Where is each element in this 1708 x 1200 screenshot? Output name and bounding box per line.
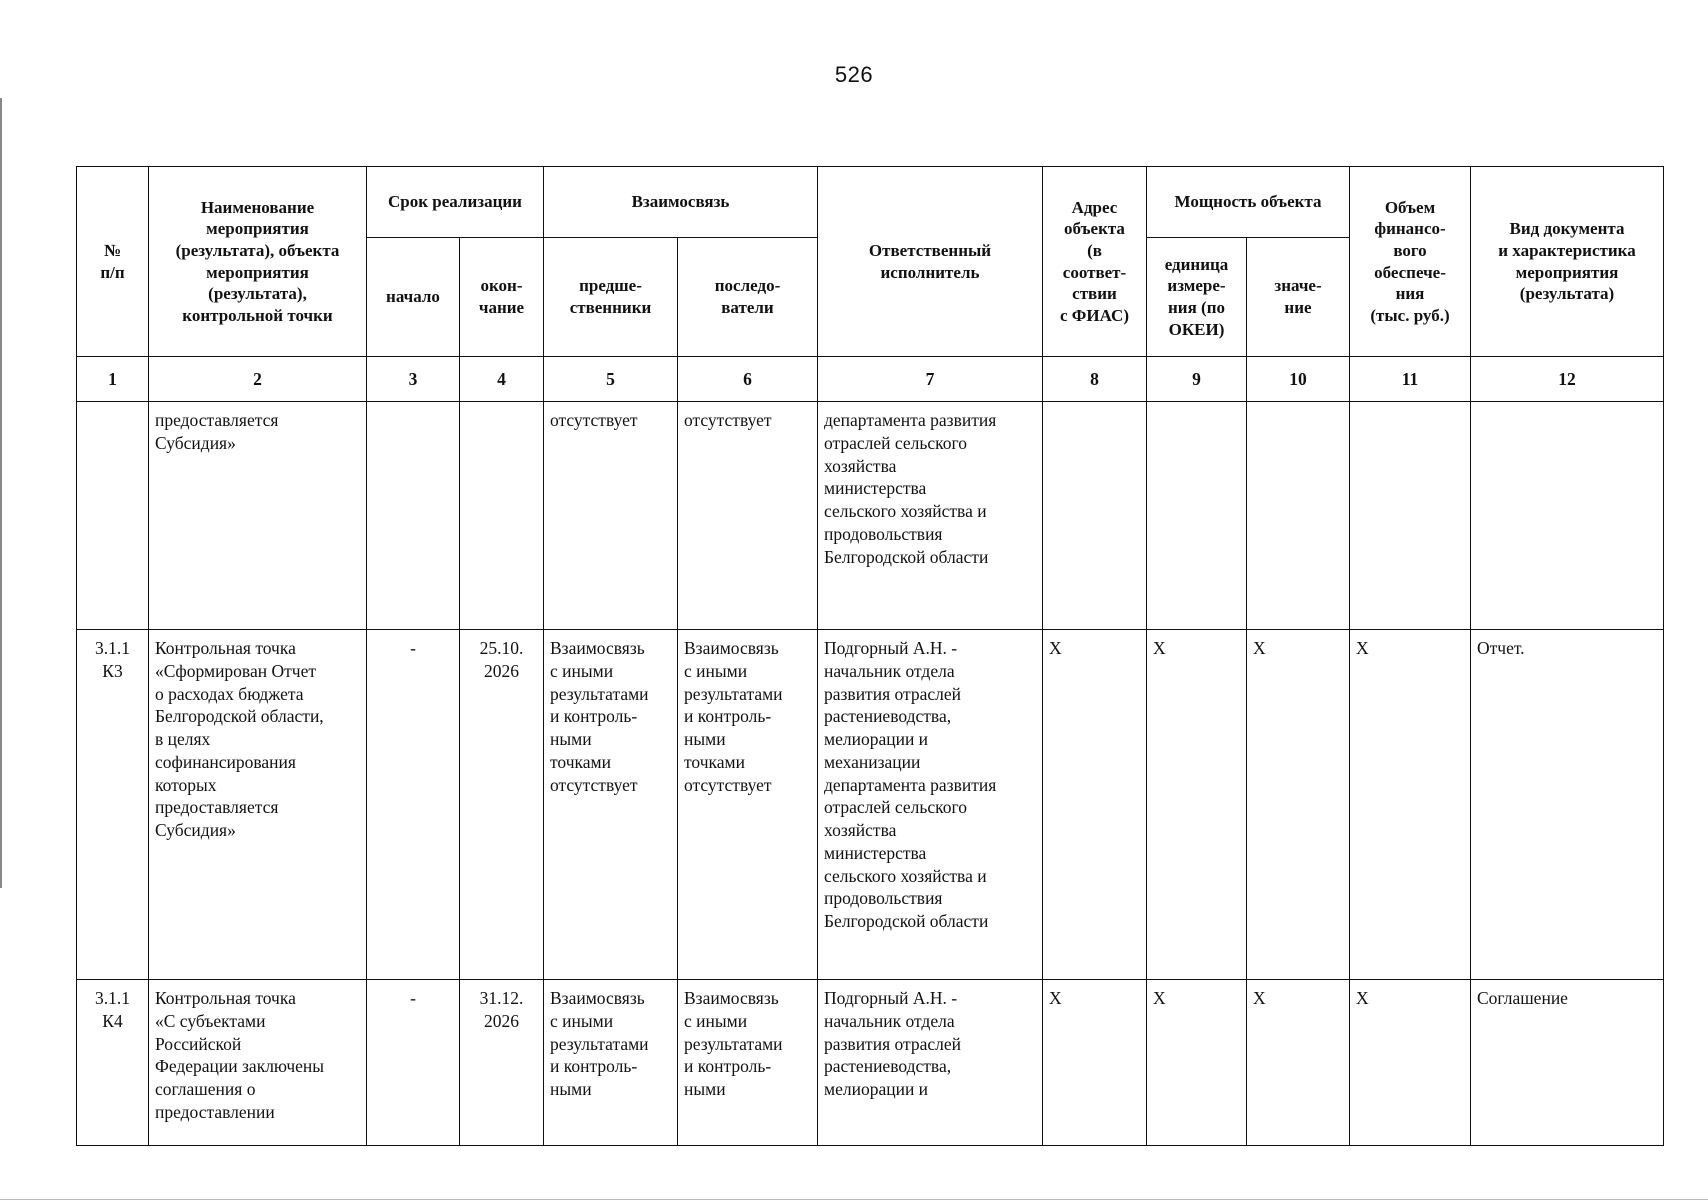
row-end: 25.10. 2026 <box>460 630 544 980</box>
scan-edge-line <box>0 98 2 888</box>
table-row <box>77 402 1664 630</box>
row-name-cell <box>149 980 367 1146</box>
row-start-cell <box>367 980 460 1146</box>
row-unit-cell <box>1147 980 1247 1146</box>
header-address: Адрес объекта (в соответ- ствии с ФИАС) <box>1043 167 1147 357</box>
row-unit <box>1147 402 1247 630</box>
header-period: Срок реализации <box>367 167 544 238</box>
row-responsible: Подгорный А.Н. - начальник отдела развития отраслей растениеводства, мелиорации и механизации департамента развития отраслей сельского хозяйства министерства сельского хозяйства и продовольствия Белгородской области <box>818 630 1043 980</box>
table-row <box>77 980 1664 1146</box>
row-no-cell <box>77 980 149 1146</box>
row-successors: Взаимосвязь с иными результатами и контроль- ными точками отсутствует <box>678 630 818 980</box>
header-doc-type: Вид документа и характеристика мероприятия (результата) <box>1471 167 1664 357</box>
row-unit: X <box>1147 630 1247 980</box>
column-number: 2 <box>149 357 367 402</box>
header-relation: Взаимосвязь <box>544 167 818 238</box>
row-predecessors: отсутствует <box>544 402 678 630</box>
row-unit: X <box>1153 988 1166 1008</box>
row-doc-type: Отчет. <box>1471 630 1664 980</box>
row-value: X <box>1247 630 1350 980</box>
column-number: 4 <box>460 357 544 402</box>
column-number: 8 <box>1043 357 1147 402</box>
column-number: 3 <box>367 357 460 402</box>
row-funding: X <box>1356 988 1369 1008</box>
row-funding <box>1350 402 1471 630</box>
column-number: 10 <box>1247 357 1350 402</box>
header-no: № п/п <box>77 167 149 357</box>
header-unit: единица измере- ния (по ОКЕИ) <box>1147 238 1247 357</box>
table-row <box>77 630 1664 980</box>
row-predecessors: Взаимосвязь с иными результатами и контроль- ными точками отсутствует <box>544 630 678 980</box>
row-address: X <box>1043 630 1147 980</box>
row-address: X <box>1049 988 1062 1008</box>
column-number: 7 <box>818 357 1043 402</box>
row-no: 3.1.1 К4 <box>95 988 130 1031</box>
row-successors: отсутствует <box>678 402 818 630</box>
row-start: - <box>367 630 460 980</box>
page-number: 526 <box>834 62 874 87</box>
row-funding: X <box>1350 630 1471 980</box>
row-doc-type <box>1471 402 1664 630</box>
column-number-row <box>77 357 1664 402</box>
row-address-cell <box>1043 980 1147 1146</box>
row-doc-type-cell <box>1471 980 1664 1146</box>
row-no <box>77 402 149 630</box>
row-successors: Взаимосвязь с иными результатами и контроль- ными <box>684 988 783 1099</box>
row-name: Контрольная точка «Сформирован Отчет о расходах бюджета Белгородской области, в целях софинансирования которых предоставляется Субсидия» <box>149 630 367 980</box>
row-predecessors-cell <box>544 980 678 1146</box>
row-successors-cell <box>678 980 818 1146</box>
header-value: значе- ние <box>1247 238 1350 357</box>
row-address <box>1043 402 1147 630</box>
header-end: окон- чание <box>460 238 544 357</box>
row-responsible: Подгорный А.Н. - начальник отдела развития отраслей растениеводства, мелиорации и <box>824 988 962 1099</box>
header-predecessors: предше- ственники <box>544 238 678 357</box>
row-start: - <box>410 988 416 1008</box>
row-no: 3.1.1 К3 <box>77 630 149 980</box>
row-end <box>460 402 544 630</box>
column-number: 6 <box>678 357 818 402</box>
header-capacity: Мощность объекта <box>1147 167 1350 238</box>
row-responsible: департамента развития отраслей сельского хозяйства министерства сельского хозяйства и продовольствия Белгородской области <box>818 402 1043 630</box>
row-value <box>1247 402 1350 630</box>
row-value: X <box>1253 988 1266 1008</box>
header-name: Наименование мероприятия (результата), объекта мероприятия (результата), контрольной точки <box>149 167 367 357</box>
row-doc-type: Соглашение <box>1477 988 1568 1008</box>
row-name: предоставляется Субсидия» <box>149 402 367 630</box>
row-responsible-cell <box>818 980 1043 1146</box>
row-end-cell <box>460 980 544 1146</box>
column-number: 12 <box>1471 357 1664 402</box>
column-number: 5 <box>544 357 678 402</box>
column-number: 11 <box>1350 357 1471 402</box>
activities-table <box>76 166 1664 1146</box>
header-start: начало <box>367 238 460 357</box>
header-successors: последо- ватели <box>678 238 818 357</box>
row-funding-cell <box>1350 980 1471 1146</box>
row-end: 31.12. 2026 <box>479 988 524 1031</box>
row-predecessors: Взаимосвязь с иными результатами и контроль- ными <box>550 988 649 1099</box>
row-start <box>367 402 460 630</box>
row-name: Контрольная точка «С субъектами Российской Федерации заключены соглашения о предоставлении <box>155 988 325 1122</box>
column-number: 9 <box>1147 357 1247 402</box>
column-number: 1 <box>77 357 149 402</box>
header-responsible: Ответственный исполнитель <box>818 167 1043 357</box>
header-funding: Объем финансо- вого обеспече- ния (тыс. руб.) <box>1350 167 1471 357</box>
row-value-cell <box>1247 980 1350 1146</box>
header-row-1 <box>77 167 1664 238</box>
